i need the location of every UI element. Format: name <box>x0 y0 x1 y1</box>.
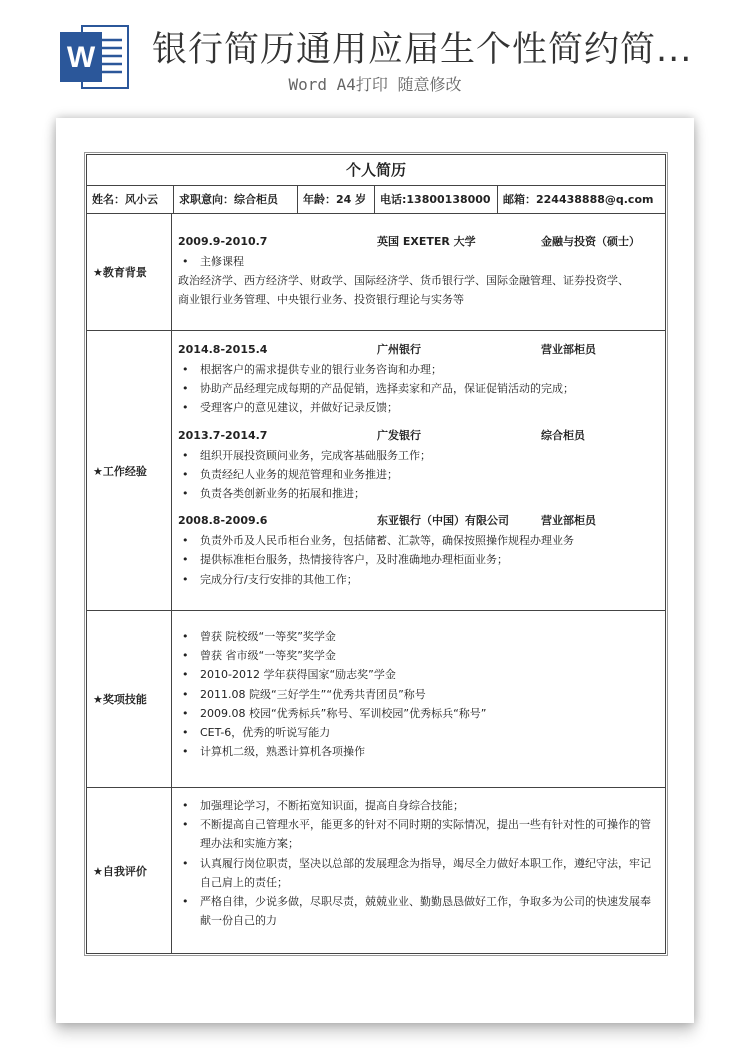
document-page <box>56 118 694 1023</box>
entry-role: 综合柜员 <box>541 428 585 442</box>
list-item: • CET-6，优秀的听说写能力 <box>178 723 659 742</box>
info-position: 求职意向：综合柜员 <box>174 186 298 213</box>
entry-date: 2009.9-2010.7 <box>178 235 268 248</box>
list-item: • 受理客户的意见建议，并做好记录反馈； <box>178 398 659 417</box>
section-label: ★自我评价 <box>87 788 172 953</box>
entry-date: 2008.8-2009.6 <box>178 514 268 528</box>
document-title: 银行简历通用应届生个性简约简... <box>152 30 693 70</box>
list-item: • 提供标准柜台服务，热情接待客户，及时准确地办理柜面业务； <box>178 550 659 569</box>
entry-role: 营业部柜员 <box>541 343 596 356</box>
entry-head <box>178 232 659 252</box>
section-body <box>172 788 665 953</box>
section-body <box>172 331 665 610</box>
entry-role: 营业部柜员 <box>541 514 596 528</box>
info-age: 年龄：24 岁 <box>298 186 375 213</box>
list-item: • 负责经纪人业务的规范管理和业务推进； <box>178 465 659 484</box>
entry-head <box>178 511 659 531</box>
section-work <box>87 331 665 611</box>
resume-title: 个人简历 <box>87 155 665 186</box>
list-item: • 主修课程 <box>178 252 659 271</box>
list-item: • 曾获 院校级“一等奖”奖学金 <box>178 627 659 646</box>
entry-role: 金融与投资（硕士） <box>541 235 640 248</box>
info-phone: 电话:13800138000 <box>375 186 498 213</box>
entry-head <box>178 340 659 360</box>
section-label: ★奖项技能 <box>87 611 172 787</box>
list-item: • 负责外币及人民币柜台业务，包括储蓄、汇款等，确保按照操作规程办理业务 <box>178 531 659 550</box>
list-item: • 加强理论学习，不断拓宽知识面，提高自身综合技能； <box>178 796 659 815</box>
list-item: • 认真履行岗位职责，坚决以总部的发展理念为指导，竭尽全力做好本职工作，遵纪守法，牢记 自己肩上的责任； <box>178 854 659 892</box>
list-item: • 不断提高自己管理水平，能更多的针对不同时期的实际情况，提出一些有针对性的可操作的管 理办法和实施方案； <box>178 815 659 853</box>
info-row <box>87 186 665 214</box>
info-email: 邮箱：224438888@q.com <box>503 193 654 206</box>
section-awards <box>87 611 665 788</box>
list-item: • 计算机二级，熟悉计算机各项操作 <box>178 742 659 761</box>
entry-date: 2013.7-2014.7 <box>178 428 268 442</box>
list-item: • 严格自律，少说多做，尽职尽责，兢兢业业、勤勤恳恳做好工作，争取多为公司的快速发展奉 献一份自己的力 <box>178 892 659 930</box>
entry-org: 广州银行 <box>377 343 421 356</box>
courses-line: 政治经济学、西方经济学、财政学、国际经济学、货币银行学、国际金融管理、证券投资学、 <box>178 274 629 288</box>
section-education <box>87 214 665 331</box>
section-label: ★工作经验 <box>87 331 172 610</box>
resume-table <box>86 154 666 954</box>
list-item: • 完成分行/支行安排的其他工作； <box>178 570 659 589</box>
section-body <box>172 214 665 330</box>
entry-org: 东亚银行（中国）有限公司 <box>377 514 509 528</box>
section-label: ★教育背景 <box>87 214 172 330</box>
word-icon-letter: W <box>66 41 96 74</box>
entry-org: 广发银行 <box>377 428 421 442</box>
document-subtitle: Word A4打印 随意修改 <box>288 75 462 94</box>
header <box>0 0 750 110</box>
list-item: • 2011.08 院级“三好学生”“优秀共青团员”称号 <box>178 685 659 704</box>
entry-org: 英国 EXETER 大学 <box>377 235 476 248</box>
courses-line: 商业银行业务管理、中央银行业务、投资银行理论与实务等 <box>178 293 464 307</box>
list-item: • 2010-2012 学年获得国家“励志奖”学金 <box>178 665 659 684</box>
list-item: • 2009.08 校园“优秀标兵”称号、军训校园”优秀标兵“称号” <box>178 704 659 723</box>
entry-date: 2014.8-2015.4 <box>178 343 268 356</box>
section-body <box>172 611 665 787</box>
list-item: • 负责各类创新业务的拓展和推进； <box>178 484 659 503</box>
entry-head <box>178 426 659 446</box>
list-item: • 组织开展投资顾问业务，完成客基础服务工作； <box>178 446 659 465</box>
list-item: • 协助产品经理完成每期的产品促销，选择卖家和产品，保证促销活动的完成； <box>178 379 659 398</box>
section-self-evaluation <box>87 788 665 953</box>
list-item: • 曾获 省市级“一等奖”奖学金 <box>178 646 659 665</box>
info-name: 姓名：风小云 <box>87 186 174 213</box>
list-item: • 根据客户的需求提供专业的银行业务咨询和办理； <box>178 360 659 379</box>
